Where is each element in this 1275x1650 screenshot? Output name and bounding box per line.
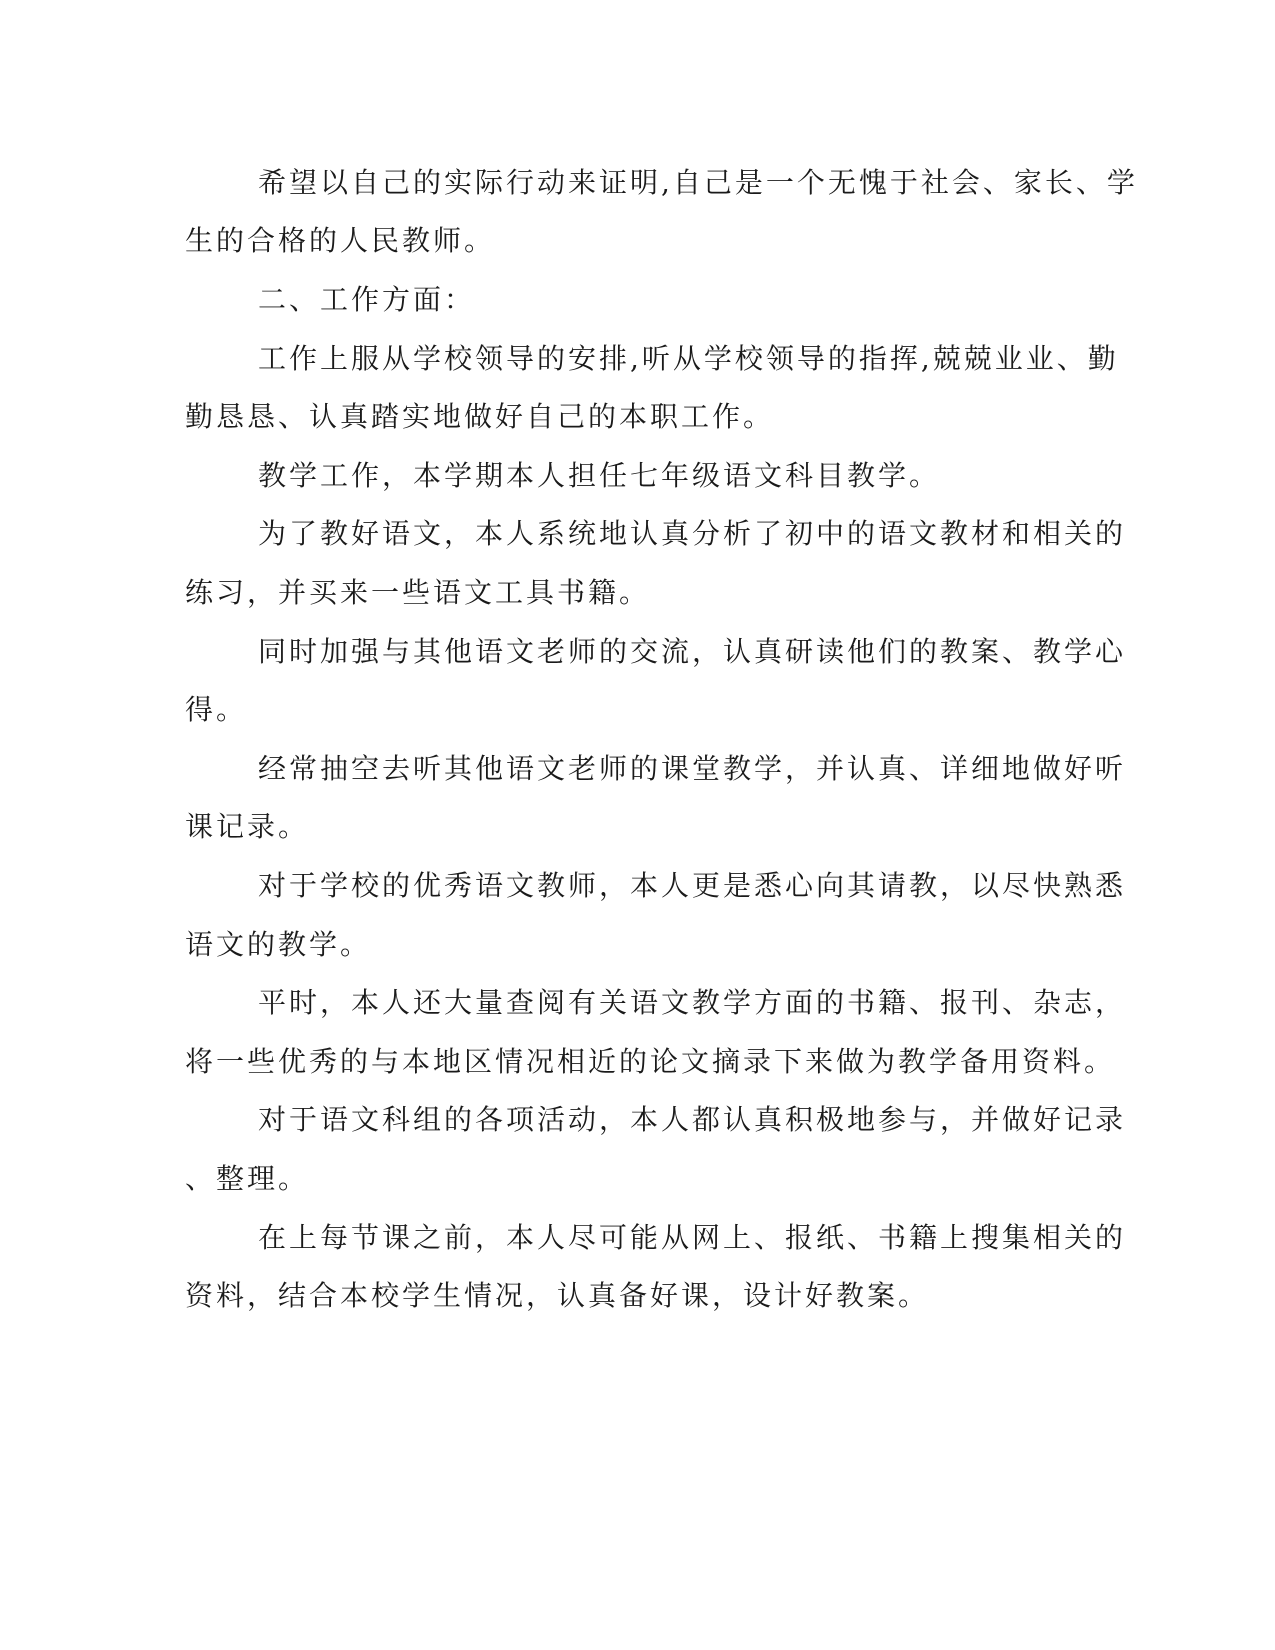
text-line: 同时加强与其他语文老师的交流，认真研读他们的教案、教学心 (258, 635, 1127, 668)
text-line: 经常抽空去听其他语文老师的课堂教学，并认真、详细地做好听 (258, 752, 1127, 785)
text-line: 对于学校的优秀语文教师，本人更是悉心向其请教，以尽快熟悉 (258, 869, 1127, 902)
text-line: 工作上服从学校领导的安排,听从学校领导的指挥,兢兢业业、勤 (258, 342, 1119, 375)
text-line: 为了教好语文，本人系统地认真分析了初中的语文教材和相关的 (258, 517, 1127, 550)
section-heading: 二、工作方面： (258, 283, 476, 316)
text-line: 在上每节课之前，本人尽可能从网上、报纸、书籍上搜集相关的 (258, 1221, 1127, 1254)
text-line: 勤恳恳、认真踏实地做好自己的本职工作。 (185, 400, 775, 433)
text-line: 教学工作，本学期本人担任七年级语文科目教学。 (258, 459, 941, 492)
text-line: 练习，并买来一些语文工具书籍。 (185, 576, 651, 609)
text-line: 、整理。 (185, 1162, 310, 1195)
text-line: 资料，结合本校学生情况，认真备好课，设计好教案。 (185, 1279, 930, 1312)
text-line: 平时，本人还大量查阅有关语文教学方面的书籍、报刊、杂志， (258, 986, 1127, 1019)
text-line: 语文的教学。 (185, 928, 372, 961)
text-line: 得。 (185, 693, 248, 726)
text-line: 生的合格的人民教师。 (185, 224, 496, 257)
text-line: 对于语文科组的各项活动，本人都认真积极地参与，并做好记录 (258, 1103, 1127, 1136)
text-line: 将一些优秀的与本地区情况相近的论文摘录下来做为教学备用资料。 (185, 1045, 1116, 1078)
text-line: 课记录。 (185, 810, 310, 843)
text-line: 希望以自己的实际行动来证明,自己是一个无愧于社会、家长、学 (258, 166, 1138, 199)
